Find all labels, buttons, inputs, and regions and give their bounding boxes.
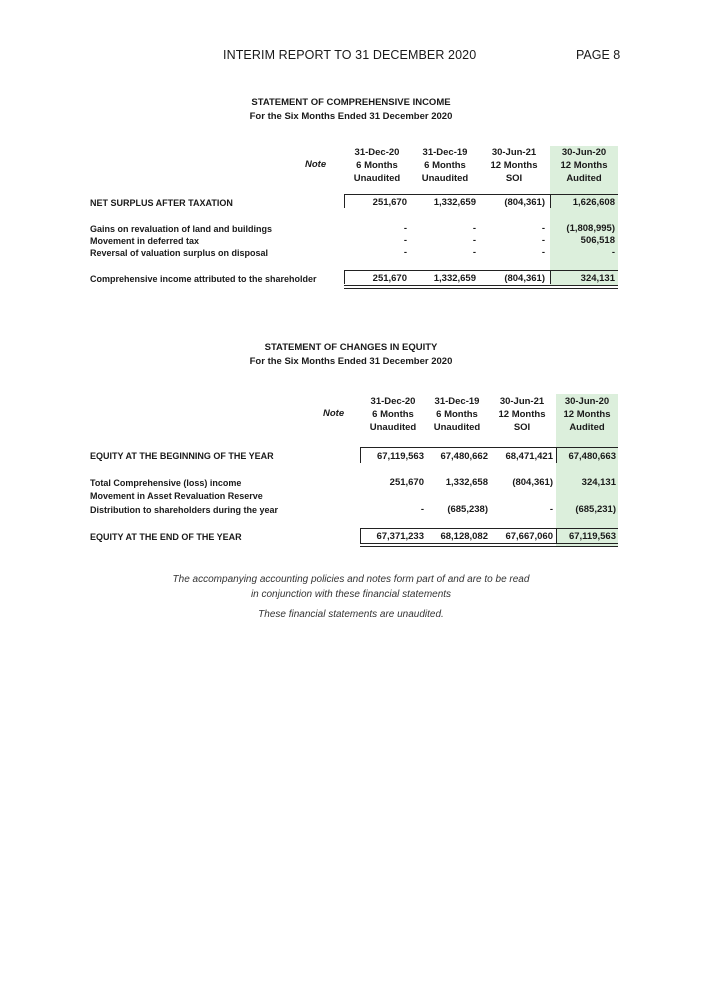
soci-cell: (804,361) [504, 197, 545, 208]
soci-row-label: Gains on revaluation of land and buildings [90, 224, 273, 234]
footer-line: in conjunction with these financial statements [250, 589, 452, 600]
page-number: PAGE 8 [576, 48, 621, 62]
page-header [0, 48, 702, 66]
footer-notes [0, 572, 702, 622]
soce-title: STATEMENT OF CHANGES IN EQUITY [264, 342, 438, 353]
soci-cell: 251,670 [372, 273, 407, 284]
soci-cell: - [403, 247, 407, 258]
soci-column-header: 31-Dec-20 6 Months Unaudited [353, 147, 401, 184]
soci-row-label: Reversal of valuation surplus on disposal [90, 248, 269, 258]
soci-cell: (804,361) [504, 273, 545, 284]
soce-subtitle: For the Six Months Ended 31 December 2020 [249, 356, 453, 367]
soce-cell: - [420, 504, 424, 515]
soce-row-label: Total Comprehensive (loss) income [90, 478, 242, 488]
soce-cell: 68,128,082 [440, 531, 488, 542]
soci-title: STATEMENT OF COMPREHENSIVE INCOME [251, 97, 451, 108]
soce-cell: (804,361) [512, 477, 553, 488]
soce-cell: (685,238) [447, 504, 488, 515]
soci-column-header: 30-Jun-21 12 Months SOI [490, 147, 538, 184]
soci-title-block [0, 96, 702, 124]
soci-column-header: 30-Jun-20 12 Months Audited [560, 147, 608, 184]
soce-row-label: EQUITY AT THE BEGINNING OF THE YEAR [90, 451, 274, 461]
soci-cell: 1,332,659 [433, 273, 476, 284]
soci-cell: - [403, 223, 407, 234]
soce-cell: 324,131 [581, 477, 616, 488]
footer-line: The accompanying accounting policies and notes form part of and are to be read [172, 574, 530, 585]
soce-double-rule [360, 543, 618, 547]
soci-header-rule [344, 194, 618, 195]
soce-column-header: 31-Dec-19 6 Months Unaudited [433, 396, 481, 433]
soci-row-label: Movement in deferred tax [90, 236, 200, 246]
soci-column-header: 31-Dec-19 6 Months Unaudited [421, 147, 469, 184]
soce-cell: 67,371,233 [376, 531, 424, 542]
soce-cell: 67,119,563 [376, 451, 424, 462]
soce-row-label: Movement in Asset Revaluation Reserve [90, 491, 263, 501]
soci-double-rule [344, 285, 618, 289]
soci-cell: 324,131 [580, 273, 615, 284]
soce-header-rule [360, 447, 618, 448]
soce-cell: 68,471,421 [505, 451, 553, 462]
soce-cell: 67,480,663 [568, 451, 616, 462]
soce-cell: 67,119,563 [568, 531, 616, 542]
soce-column-header: 30-Jun-20 12 Months Audited [563, 396, 611, 433]
soci-subtitle: For the Six Months Ended 31 December 2020 [249, 111, 453, 122]
soci-total-rule [344, 270, 618, 271]
soci-row-label: Comprehensive income attributed to the shareholder [90, 274, 317, 284]
soci-cell: - [472, 235, 476, 246]
soce-total-rule [360, 528, 618, 529]
soce-column-header: 31-Dec-20 6 Months Unaudited [369, 396, 417, 433]
soce-note-label: Note [323, 408, 345, 419]
soci-row-label: NET SURPLUS AFTER TAXATION [90, 198, 233, 208]
soce-cell: 67,480,662 [440, 451, 488, 462]
soce-cell: 67,667,060 [505, 531, 553, 542]
soce-column-header: 30-Jun-21 12 Months SOI [498, 396, 546, 433]
soce-cell: 1,332,658 [445, 477, 488, 488]
soce-row-label: Distribution to shareholders during the year [90, 505, 279, 515]
soce-cell: - [549, 504, 553, 515]
soci-cell: - [541, 223, 545, 234]
soci-cell: - [611, 247, 615, 258]
soce-title-block [0, 341, 702, 369]
soci-cell: (1,808,995) [566, 223, 615, 234]
soci-cell: - [472, 247, 476, 258]
soci-cell: - [472, 223, 476, 234]
soci-cell: - [403, 235, 407, 246]
soci-cell: 251,670 [372, 197, 407, 208]
soci-note-label: Note [305, 159, 327, 170]
soce-cell: (685,231) [575, 504, 616, 515]
soci-cell: - [541, 235, 545, 246]
soci-cell: 1,626,608 [572, 197, 615, 208]
soci-cell: 1,332,659 [433, 197, 476, 208]
soci-cell: 506,518 [580, 235, 615, 246]
footer-unaudited-note: These financial statements are unaudited. [258, 609, 444, 620]
soci-cell: - [541, 247, 545, 258]
soce-row-label: EQUITY AT THE END OF THE YEAR [90, 532, 242, 542]
page-title: INTERIM REPORT TO 31 DECEMBER 2020 [223, 48, 477, 62]
soce-cell: 251,670 [389, 477, 424, 488]
